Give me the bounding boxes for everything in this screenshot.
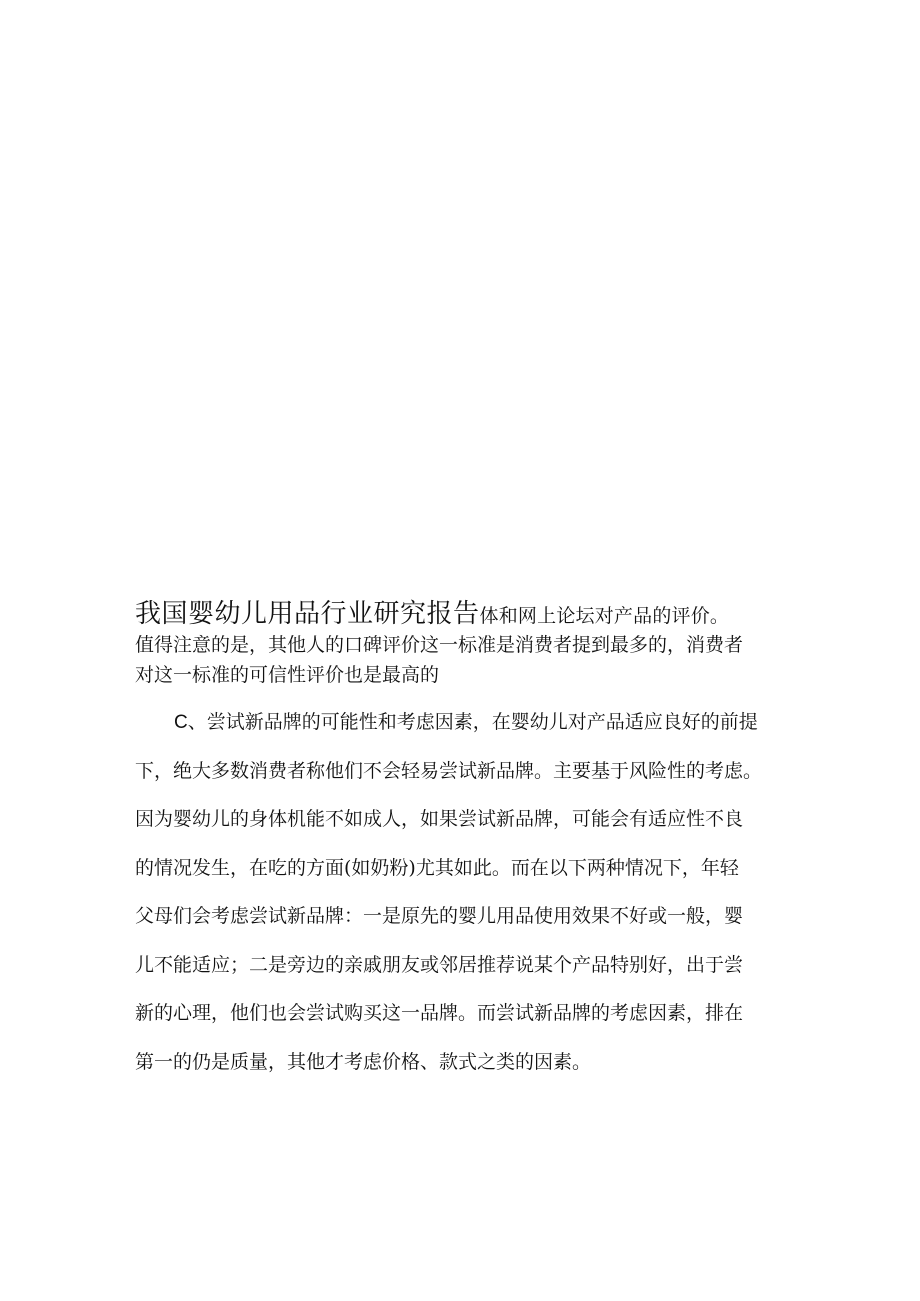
paragraph-line-5: 父母们会考虑尝试新品牌：一是原先的婴儿用品使用效果不好或一般，婴 xyxy=(135,905,744,927)
title-line xyxy=(135,598,795,630)
paragraph-line-4: 的情况发生，在吃的方面(如奶粉)尤其如此。而在以下两种情况下，年轻 xyxy=(135,856,739,879)
paragraph-line-1-text: 、尝试新品牌的可能性和考虑因素，在婴幼儿对产品适应良好的前提 xyxy=(187,711,758,733)
section-c-paragraph xyxy=(135,706,795,1094)
section-marker: C xyxy=(174,712,188,733)
paragraph-line-1 xyxy=(135,706,795,755)
paragraph-line-3: 因为婴幼儿的身体机能不如成人，如果尝试新品牌，可能会有适应性不良 xyxy=(135,808,744,830)
intro-line-2: 值得注意的是，其他人的口碑评价这一标准是消费者提到最多的，消费者 xyxy=(135,634,744,656)
header-block xyxy=(135,598,795,690)
intro-line-3: 对这一标准的可信性评价也是最高的 xyxy=(135,664,440,686)
paragraph-line-8: 第一的仍是质量，其他才考虑价格、款式之类的因素。 xyxy=(135,1050,592,1073)
intro-line-1: 体和网上论坛对产品的评价。 xyxy=(479,605,730,627)
paragraph-line-7: 新的心理，他们也会尝试购买这一品牌。而尝试新品牌的考虑因素，排在 xyxy=(135,1002,744,1024)
document-title: 我国婴幼儿用品行业研究报告 xyxy=(135,599,480,629)
paragraph-line-2: 下，绝大多数消费者称他们不会轻易尝试新品牌。主要基于风险性的考虑。 xyxy=(135,759,763,782)
paragraph-line-6: 儿不能适应；二是旁边的亲戚朋友或邻居推荐说某个产品特别好，出于尝 xyxy=(135,953,744,976)
